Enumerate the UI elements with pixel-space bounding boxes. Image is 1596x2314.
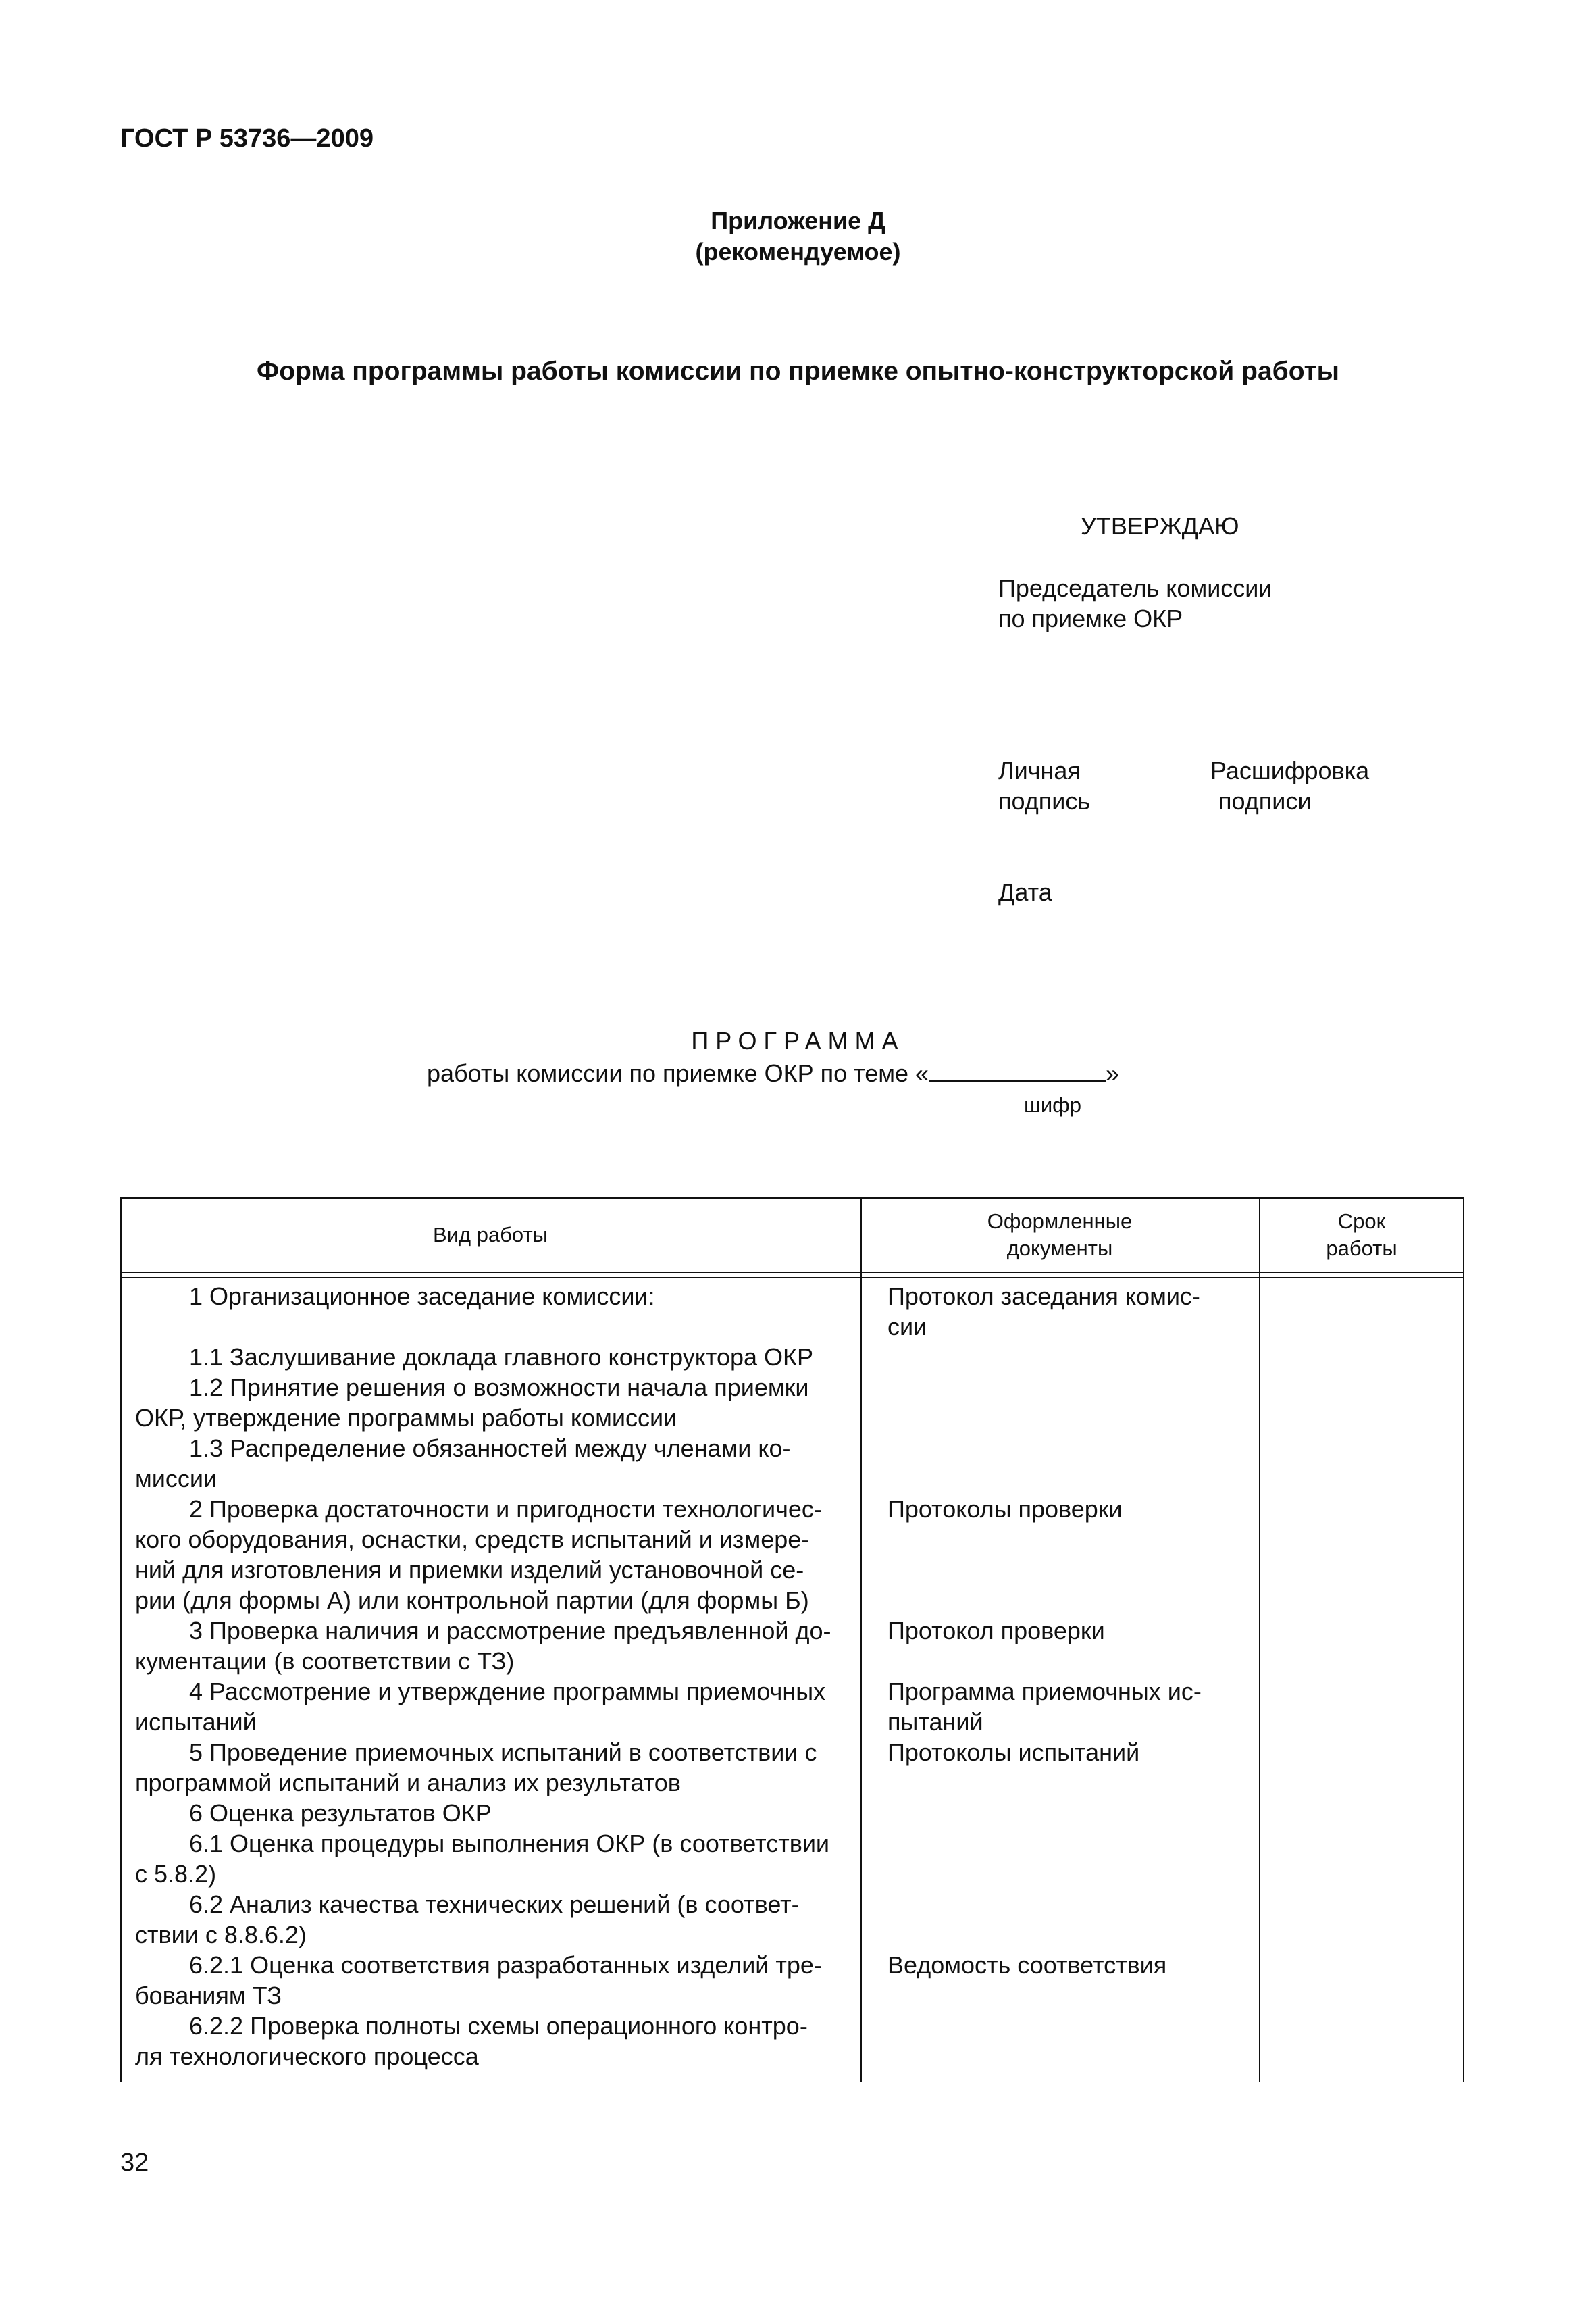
cell-documents (860, 1828, 1259, 1889)
doc-text-line: пытаний (887, 1708, 983, 1736)
cell-term (1259, 1615, 1464, 1676)
work-text-line: 5 Проведение приемочных испытаний в соответствии с (189, 1738, 817, 1766)
work-text-line: 3 Проверка наличия и рассмотрение предъявленной до- (189, 1617, 831, 1644)
doc-text-line: Программа приемочных ис- (887, 1678, 1202, 1705)
approval-chair-line2: по приемке ОКР (998, 605, 1183, 632)
form-title: Форма программы работы комиссии по приемке опытно-конструкторской работы (257, 357, 1339, 386)
table-row (120, 1737, 1464, 1798)
cell-term (1259, 1433, 1464, 1494)
cipher-label: шифр (1024, 1093, 1081, 1117)
cell-term (1259, 1372, 1464, 1433)
table-row (120, 1372, 1464, 1433)
table-row (120, 1950, 1464, 2011)
table-top-border (120, 1197, 1464, 1199)
approval-head: УТВЕРЖДАЮ (1081, 512, 1239, 540)
cell-documents (860, 1433, 1259, 1494)
work-text-line: 6.2.2 Проверка полноты схемы операционного контро- (189, 2012, 808, 2040)
doc-text-line: сии (887, 1313, 927, 1340)
work-text-line: 2 Проверка достаточности и пригодности технологичес- (189, 1495, 822, 1523)
cell-work-type (120, 1494, 860, 1615)
doc-text-line: Протокол проверки (887, 1617, 1105, 1644)
cell-documents (860, 1737, 1259, 1798)
cell-term (1259, 1889, 1464, 1950)
cell-documents (860, 1281, 1259, 1342)
table-body (120, 1281, 1464, 2071)
doc-text-line: Протокол заседания комис- (887, 1282, 1200, 1310)
cell-term (1259, 1676, 1464, 1737)
work-text-line: ствии с 8.8.6.2) (135, 1921, 307, 1948)
cell-work-type (120, 2011, 860, 2071)
cell-term (1259, 1798, 1464, 1828)
decoding-label-line1: Расшифровка (1210, 757, 1370, 784)
table-row (120, 1828, 1464, 1889)
cell-term (1259, 1342, 1464, 1372)
work-text-line: миссии (135, 1465, 217, 1492)
cell-documents (860, 1889, 1259, 1950)
signature-label-line2: подпись (998, 787, 1091, 815)
program-subtitle (427, 1059, 1119, 1088)
header-term-line2: работы (1326, 1236, 1397, 1260)
program-table (120, 1197, 1464, 2082)
cell-documents (860, 1950, 1259, 2011)
work-text-line: 1.1 Заслушивание доклада главного конструктора ОКР (189, 1343, 814, 1371)
work-text-line (135, 1311, 846, 1342)
work-text-line: кого оборудования, оснастки, средств испытаний и измере- (135, 1526, 810, 1553)
topic-blank-line (929, 1060, 1106, 1082)
cell-work-type (120, 1828, 860, 1889)
header-documents-line2: документы (1006, 1236, 1113, 1260)
cell-work-type (120, 1433, 860, 1494)
header-divider (120, 1272, 1464, 1273)
work-text-line: 6.1 Оценка процедуры выполнения ОКР (в соответствии (189, 1830, 830, 1857)
work-text-line: 4 Рассмотрение и утверждение программы приемочных (189, 1678, 826, 1705)
work-text-line: испытаний (135, 1708, 257, 1736)
header-documents-line1: Оформленные (987, 1209, 1133, 1233)
cell-work-type (120, 1676, 860, 1737)
table-row (120, 1615, 1464, 1676)
cell-documents (860, 1676, 1259, 1737)
header-term-line1: Срок (1337, 1209, 1386, 1233)
work-text-line: 6.2 Анализ качества технических решений (в соответ- (189, 1890, 800, 1918)
work-text-line: 1 Организационное заседание комиссии: (189, 1282, 655, 1310)
decoding-label-line2: подписи (1218, 787, 1312, 815)
doc-text-line: Ведомость соответствия (887, 1951, 1167, 1979)
cell-term (1259, 1494, 1464, 1615)
work-text-line: бованиям ТЗ (135, 1982, 282, 2009)
work-text-line: программой испытаний и анализ их результатов (135, 1769, 681, 1796)
program-subtitle-before: работы комиссии по приемке ОКР по теме « (427, 1059, 929, 1087)
cell-term (1259, 1281, 1464, 1342)
work-text-line: 1.2 Принятие решения о возможности начала приемки (189, 1374, 809, 1401)
page-number: 32 (120, 2148, 149, 2177)
doc-text-line: Протоколы испытаний (887, 1738, 1140, 1766)
cell-work-type (120, 1342, 860, 1372)
cell-term (1259, 1737, 1464, 1798)
work-text-line: 6 Оценка результатов ОКР (189, 1799, 492, 1827)
appendix-title: Приложение Д (711, 207, 885, 234)
work-text-line: 6.2.1 Оценка соответствия разработанных изделий тре- (189, 1951, 822, 1979)
work-text-line: ний для изготовления и приемки изделий установочной се- (135, 1556, 804, 1584)
table-row (120, 2011, 1464, 2071)
work-text-line: кументации (в соответствии с ТЗ) (135, 1647, 515, 1675)
cell-work-type (120, 1950, 860, 2011)
table-row (120, 1798, 1464, 1828)
cell-work-type (120, 1889, 860, 1950)
cell-term (1259, 1950, 1464, 2011)
cell-work-type (120, 1737, 860, 1798)
signature-label-line1: Личная (998, 757, 1081, 784)
work-text-line: 1.3 Распределение обязанностей между членами ко- (189, 1434, 791, 1462)
header-divider-double (120, 1277, 1464, 1278)
cell-documents (860, 1615, 1259, 1676)
program-subtitle-after: » (1106, 1059, 1120, 1087)
cell-documents (860, 1798, 1259, 1828)
cell-work-type (120, 1615, 860, 1676)
work-text-line: ОКР, утверждение программы работы комиссии (135, 1404, 677, 1432)
cell-work-type (120, 1798, 860, 1828)
table-row (120, 1676, 1464, 1737)
approval-chair-line1: Председатель комиссии (998, 574, 1272, 602)
work-text-line: ля технологического процесса (135, 2042, 479, 2070)
work-text-line: рии (для формы А) или контрольной партии (для формы Б) (135, 1586, 809, 1614)
table-row (120, 1342, 1464, 1372)
table-row (120, 1281, 1464, 1342)
table-row (120, 1433, 1464, 1494)
appendix-subtitle: (рекомендуемое) (695, 238, 901, 266)
header-work-type: Вид работы (433, 1223, 548, 1247)
cell-work-type (120, 1281, 860, 1342)
cell-documents (860, 2011, 1259, 2071)
doc-text-line: Протоколы проверки (887, 1495, 1123, 1523)
cell-documents (860, 1342, 1259, 1372)
cell-documents (860, 1494, 1259, 1615)
document-code: ГОСТ Р 53736—2009 (120, 124, 374, 153)
cell-term (1259, 2011, 1464, 2071)
date-label: Дата (998, 878, 1052, 906)
work-text-line: с 5.8.2) (135, 1860, 217, 1888)
table-row (120, 1494, 1464, 1615)
table-row (120, 1889, 1464, 1950)
program-title: ПРОГРАММА (691, 1027, 905, 1055)
cell-work-type (120, 1372, 860, 1433)
cell-term (1259, 1828, 1464, 1889)
header-term (1259, 1208, 1464, 1262)
header-documents (860, 1208, 1259, 1262)
cell-documents (860, 1372, 1259, 1433)
